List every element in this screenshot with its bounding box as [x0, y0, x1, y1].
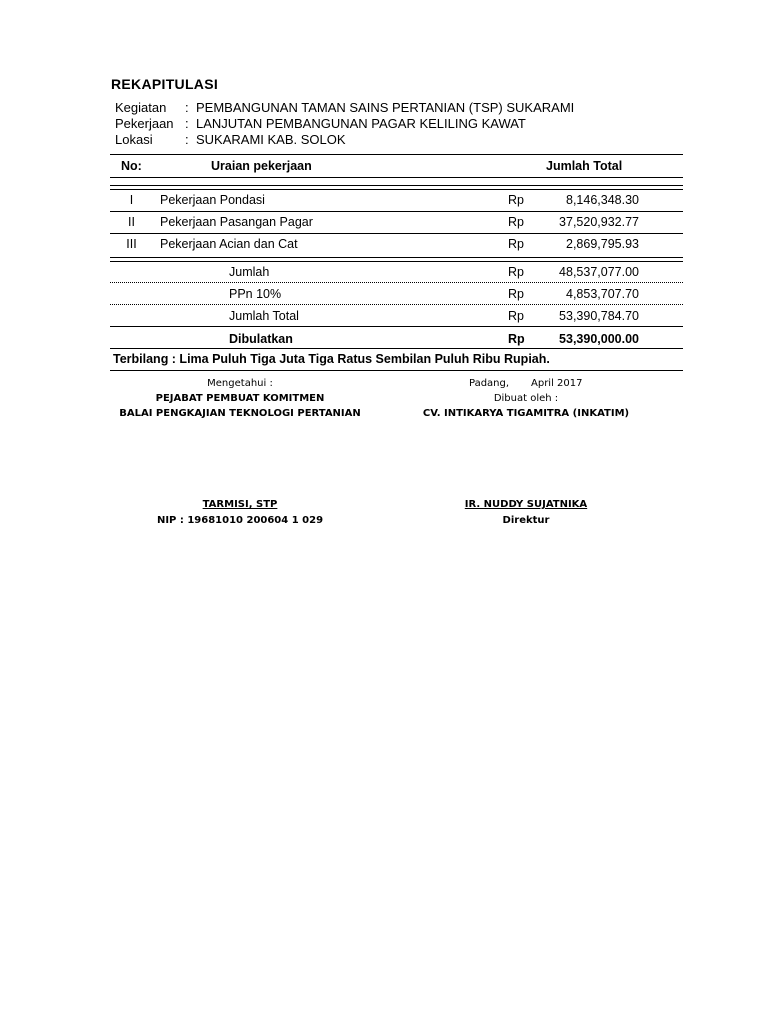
row-no: III: [126, 237, 137, 251]
header-jumlah-total: Jumlah Total: [546, 159, 623, 173]
summary-label: Jumlah Total: [229, 309, 299, 323]
info-colon: :: [185, 100, 189, 115]
summary-label: Dibulatkan: [229, 332, 293, 346]
terbilang: Terbilang : Lima Puluh Tiga Juta Tiga Ratus Sembilan Puluh Ribu Rupiah.: [113, 352, 550, 366]
sig-right-company: CV. INTIKARYA TIGAMITRA (INKATIM): [422, 408, 630, 419]
terbilang-bottom-border: [110, 370, 683, 371]
info-value: LANJUTAN PEMBANGUNAN PAGAR KELILING KAWAT: [196, 116, 526, 131]
row-amount: 37,520,932.77: [559, 215, 639, 229]
sig-right-name: IR. NUDDY SUJATNIKA: [464, 499, 588, 510]
info-colon: :: [185, 116, 189, 131]
summary-label: PPn 10%: [229, 287, 282, 301]
summary-currency: Rp: [508, 287, 524, 301]
body-bottom-border-2: [110, 261, 683, 262]
row-amount: 8,146,348.30: [566, 193, 639, 207]
row-currency: Rp: [508, 215, 524, 229]
sig-left-mengetahui: Mengetahui :: [207, 378, 273, 389]
row-divider: [110, 211, 683, 212]
document-title: REKAPITULASI: [111, 76, 219, 92]
row-uraian: Pekerjaan Pasangan Pagar: [160, 215, 313, 229]
info-key: Kegiatan: [115, 100, 167, 115]
sig-right-date: April 2017: [531, 378, 583, 389]
info-colon: :: [185, 132, 189, 147]
summary-amount: 4,853,707.70: [566, 287, 639, 301]
sig-left-nip: NIP : 19681010 200604 1 029: [156, 515, 324, 526]
sig-left-title: PEJABAT PEMBUAT KOMITMEN: [155, 393, 325, 404]
summary-amount: 53,390,784.70: [559, 309, 639, 323]
summary-amount: 53,390,000.00: [559, 332, 639, 346]
row-uraian: Pekerjaan Pondasi: [160, 193, 265, 207]
sig-right-city: Padang,: [469, 378, 510, 389]
summary-currency: Rp: [508, 332, 525, 346]
body-top-border-2: [110, 189, 683, 190]
summary-divider: [110, 326, 683, 327]
info-key: Lokasi: [115, 132, 153, 147]
row-currency: Rp: [508, 193, 524, 207]
body-top-border-1: [110, 185, 683, 186]
summary-currency: Rp: [508, 309, 524, 323]
info-value: PEMBANGUNAN TAMAN SAINS PERTANIAN (TSP) SUKARAMI: [196, 100, 575, 115]
table-top-border: [110, 154, 683, 155]
header-bottom-border: [110, 177, 683, 178]
header-no: No:: [121, 159, 142, 173]
info-value: SUKARAMI KAB. SOLOK: [196, 132, 346, 147]
row-no: I: [129, 193, 134, 207]
summary-currency: Rp: [508, 265, 524, 279]
sig-right-position: Direktur: [502, 515, 550, 526]
row-uraian: Pekerjaan Acian dan Cat: [160, 237, 298, 251]
row-no: II: [128, 215, 135, 229]
summary-bottom-border: [110, 348, 683, 349]
summary-divider: [110, 304, 683, 305]
summary-amount: 48,537,077.00: [559, 265, 639, 279]
body-bottom-border-1: [110, 257, 683, 258]
sig-right-dibuat-oleh: Dibuat oleh :: [493, 393, 559, 404]
row-amount: 2,869,795.93: [566, 237, 639, 251]
sig-left-name: TARMISI, STP: [202, 499, 278, 510]
summary-divider: [110, 282, 683, 283]
sig-left-org: BALAI PENGKAJIAN TEKNOLOGI PERTANIAN: [119, 408, 361, 419]
header-uraian: Uraian pekerjaan: [211, 159, 312, 173]
info-key: Pekerjaan: [115, 116, 174, 131]
summary-label: Jumlah: [229, 265, 270, 279]
row-currency: Rp: [508, 237, 524, 251]
row-divider: [110, 233, 683, 234]
